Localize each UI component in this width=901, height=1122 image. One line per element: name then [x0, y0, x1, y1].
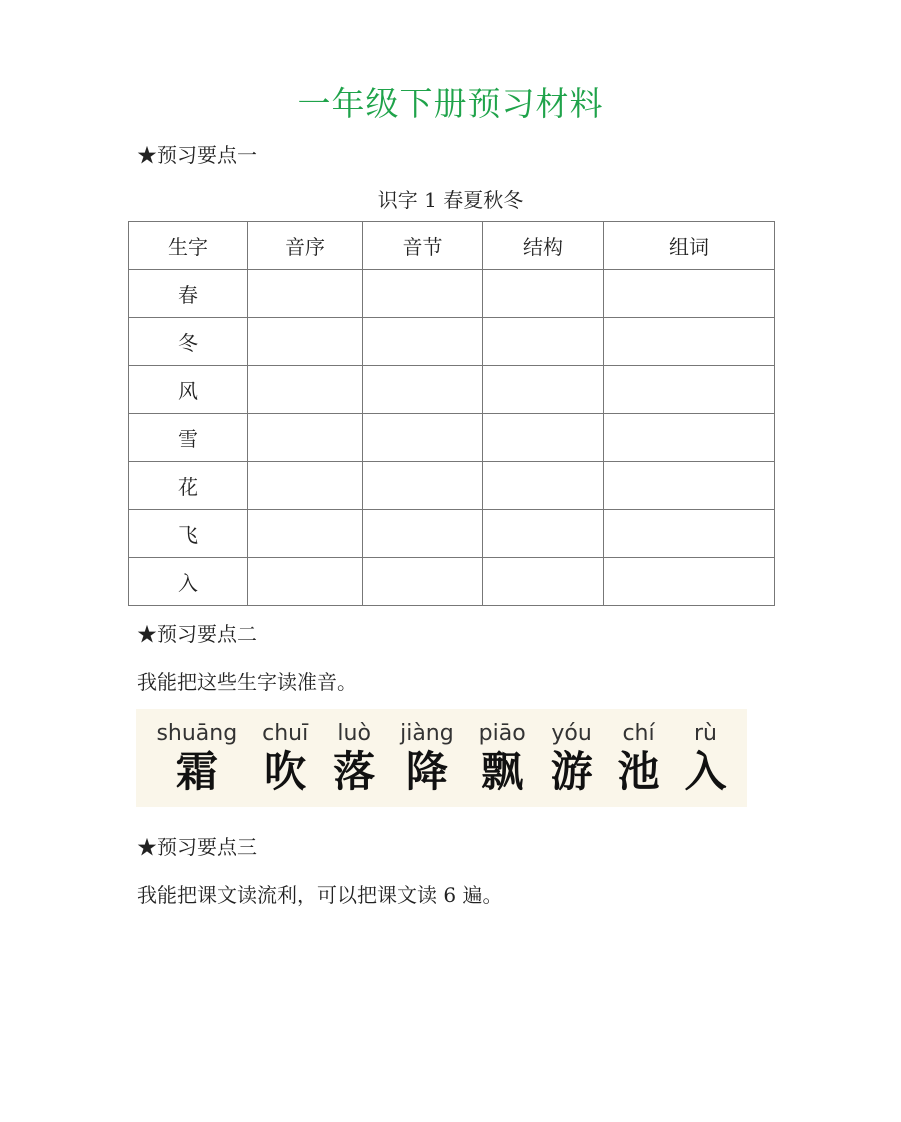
- instruction-text-2: 我能把这些生字读准音。: [137, 670, 357, 694]
- lesson-title: 识字 1 春夏秋冬: [377, 188, 524, 212]
- table-cell-character: 飞: [129, 510, 248, 558]
- table-cell-blank[interactable]: [483, 366, 604, 414]
- pinyin-card: [551, 709, 593, 796]
- table-cell-blank[interactable]: [363, 366, 483, 414]
- table-cell-blank[interactable]: [483, 462, 604, 510]
- table-row: [129, 558, 775, 606]
- pinyin-label: rù: [693, 721, 717, 746]
- table-header: 生字: [129, 222, 248, 270]
- table-cell-character: 花: [129, 462, 248, 510]
- table-row: [129, 462, 775, 510]
- hanzi-char: 池: [617, 747, 660, 796]
- table-cell-blank[interactable]: [248, 558, 363, 606]
- section-heading-1: ★预习要点一: [137, 143, 257, 167]
- table-header: 音序: [248, 222, 363, 270]
- table-cell-blank[interactable]: [248, 318, 363, 366]
- pinyin-label: chí: [622, 721, 655, 746]
- pinyin-card: [333, 709, 375, 796]
- table-cell-blank[interactable]: [604, 318, 775, 366]
- pinyin-card: [400, 709, 454, 796]
- pinyin-card: [618, 709, 660, 796]
- instruction-text-3: 我能把课文读流利，可以把课文读 6 遍。: [137, 883, 503, 907]
- table-cell-blank[interactable]: [363, 414, 483, 462]
- section-heading-3: ★预习要点三: [137, 835, 257, 859]
- table-header: 组词: [604, 222, 775, 270]
- pinyin-strip: [136, 709, 747, 807]
- table-cell-blank[interactable]: [604, 270, 775, 318]
- hanzi-char: 飘: [481, 747, 524, 796]
- table-row: [129, 510, 775, 558]
- hanzi-char: 吹: [264, 747, 307, 796]
- table-cell-blank[interactable]: [483, 318, 604, 366]
- table-cell-character: 春: [129, 270, 248, 318]
- table-cell-blank[interactable]: [248, 462, 363, 510]
- table-cell-character: 雪: [129, 414, 248, 462]
- pinyin-card: [156, 709, 237, 796]
- section-heading-2: ★预习要点二: [137, 622, 257, 646]
- pinyin-card: [479, 709, 526, 796]
- table-row: [129, 270, 775, 318]
- table-header: 结构: [483, 222, 604, 270]
- pinyin-label: luò: [337, 721, 371, 746]
- table-cell-blank[interactable]: [483, 510, 604, 558]
- table-header: 音节: [363, 222, 483, 270]
- table-row: [129, 318, 775, 366]
- table-cell-blank[interactable]: [604, 510, 775, 558]
- pinyin-card: [684, 709, 726, 796]
- table-cell-blank[interactable]: [248, 510, 363, 558]
- table-cell-blank[interactable]: [604, 462, 775, 510]
- pinyin-label: piāo: [478, 721, 526, 746]
- table-cell-character: 冬: [129, 318, 248, 366]
- table-row: [129, 366, 775, 414]
- pinyin-label: chuī: [262, 721, 309, 746]
- table-cell-blank[interactable]: [604, 558, 775, 606]
- table-cell-blank[interactable]: [363, 270, 483, 318]
- pinyin-label: yóu: [551, 721, 592, 746]
- table-cell-blank[interactable]: [363, 510, 483, 558]
- table-cell-blank[interactable]: [363, 318, 483, 366]
- table-cell-blank[interactable]: [604, 366, 775, 414]
- table-cell-character: 入: [129, 558, 248, 606]
- hanzi-char: 游: [550, 747, 593, 796]
- table-cell-character: 风: [129, 366, 248, 414]
- table-cell-blank[interactable]: [248, 270, 363, 318]
- table-cell-blank[interactable]: [363, 558, 483, 606]
- hanzi-char: 霜: [175, 747, 218, 796]
- table-cell-blank[interactable]: [483, 270, 604, 318]
- page-title: 一年级下册预习材料: [297, 84, 604, 123]
- table-row: [129, 414, 775, 462]
- table-cell-blank[interactable]: [483, 558, 604, 606]
- hanzi-char: 降: [405, 747, 448, 796]
- table-header-row: [129, 222, 775, 270]
- pinyin-label: shuāng: [156, 721, 238, 746]
- table-cell-blank[interactable]: [363, 462, 483, 510]
- table-cell-blank[interactable]: [248, 414, 363, 462]
- table-cell-blank[interactable]: [483, 414, 604, 462]
- pinyin-label: jiàng: [400, 721, 454, 746]
- table-cell-blank[interactable]: [604, 414, 775, 462]
- character-table: [128, 221, 775, 606]
- hanzi-char: 入: [684, 747, 727, 796]
- pinyin-card: [262, 709, 308, 796]
- table-cell-blank[interactable]: [248, 366, 363, 414]
- hanzi-char: 落: [333, 747, 376, 796]
